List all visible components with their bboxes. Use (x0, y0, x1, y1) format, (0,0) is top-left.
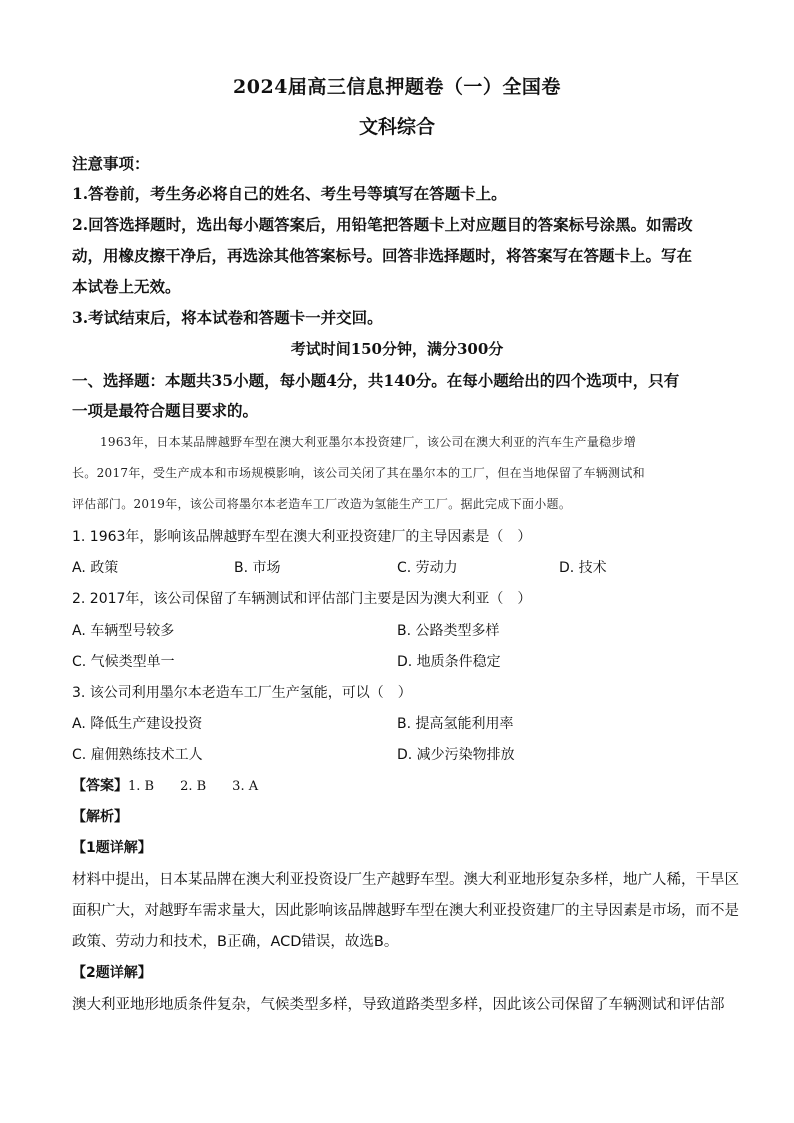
question-1-stem: 1. 1963年，影响该品牌越野车型在澳大利亚投资建厂的主导因素是（ ） (72, 529, 532, 545)
question-1-option-a: A. 政策 (72, 560, 119, 576)
question-1-option-c: C. 劳动力 (397, 560, 458, 576)
notice-item-2-line-1: 2.回答选择题时，选出每小题答案后，用铅笔把答题卡上对应题目的答案标号涂黑。如需改 (72, 215, 693, 234)
question-3-stem: 3. 该公司利用墨尔本老造车工厂生产氢能，可以（ ） (72, 685, 412, 701)
question-1-option-b: B. 市场 (234, 560, 281, 576)
question-2-option-a: A. 车辆型号较多 (72, 623, 175, 639)
passage-line-1: 1963年，日本某品牌越野车型在澳大利亚墨尔本投资建厂，该公司在澳大利亚的汽车生产量稳步增 (100, 435, 637, 449)
detail-2-label: 【2题详解】 (72, 965, 152, 981)
detail-1-line-3: 政策、劳动力和技术，B正确，ACD错误，故选B。 (72, 934, 399, 950)
question-2-stem: 2. 2017年，该公司保留了车辆测试和评估部门主要是因为澳大利亚（ ） (72, 591, 532, 607)
answer-label: 【答案】 (72, 778, 128, 794)
exam-title: 2024届高三信息押题卷（一）全国卷 (233, 76, 561, 98)
passage-line-3: 评估部门。2019年，该公司将墨尔本老造车工厂改造为氢能生产工厂。据此完成下面小题。 (72, 497, 572, 511)
exam-time-info: 考试时间150分钟，满分300分 (290, 340, 504, 358)
notice-item-3: 3.考试结束后，将本试卷和答题卡一并交回。 (72, 308, 383, 327)
question-2-option-d: D. 地质条件稳定 (397, 654, 501, 670)
question-3-option-d: D. 减少污染物排放 (397, 747, 515, 763)
question-3-option-a: A. 降低生产建设投资 (72, 716, 203, 732)
answer-values: 1. B 2. B 3. A (128, 779, 259, 794)
answer-row (72, 775, 722, 795)
question-1-option-d: D. 技术 (559, 560, 607, 576)
section-instruction-line-1: 一、选择题：本题共35小题，每小题4分，共140分。在每小题给出的四个选项中，只有 (72, 371, 680, 390)
question-2-option-b: B. 公路类型多样 (397, 623, 500, 639)
detail-1-line-1: 材料中提出，日本某品牌在澳大利亚投资设厂生产越野车型。澳大利亚地形复杂多样，地广人稀，干旱区 (72, 872, 739, 888)
detail-2-line-1: 澳大利亚地形地质条件复杂，气候类型多样，导致道路类型多样，因此该公司保留了车辆测试和评估部 (72, 997, 725, 1013)
notice-item-1: 1.答卷前，考生务必将自己的姓名、考生号等填写在答题卡上。 (72, 184, 507, 203)
question-3-option-b: B. 提高氢能利用率 (397, 716, 514, 732)
analysis-label: 【解析】 (72, 809, 128, 825)
notice-item-2-line-3: 本试卷上无效。 (72, 277, 181, 296)
passage-line-2: 长。2017年，受生产成本和市场规模影响，该公司关闭了其在墨尔本的工厂，但在当地保留了车辆测试和 (72, 466, 645, 480)
subject-title: 文科综合 (358, 116, 435, 138)
question-2-option-c: C. 气候类型单一 (72, 654, 175, 670)
detail-1-line-2: 面积广大，对越野车需求量大，因此影响该品牌越野车型在澳大利亚投资建厂的主导因素是市场，而不是 (72, 903, 739, 919)
notice-heading: 注意事项： (72, 154, 150, 173)
detail-1-label: 【1题详解】 (72, 840, 152, 856)
question-3-option-c: C. 雇佣熟练技术工人 (72, 747, 203, 763)
notice-item-2-line-2: 动，用橡皮擦干净后，再选涂其他答案标号。回答非选择题时，将答案写在答题卡上。写在 (72, 246, 693, 265)
section-instruction-line-2: 一项是最符合题目要求的。 (72, 401, 259, 420)
